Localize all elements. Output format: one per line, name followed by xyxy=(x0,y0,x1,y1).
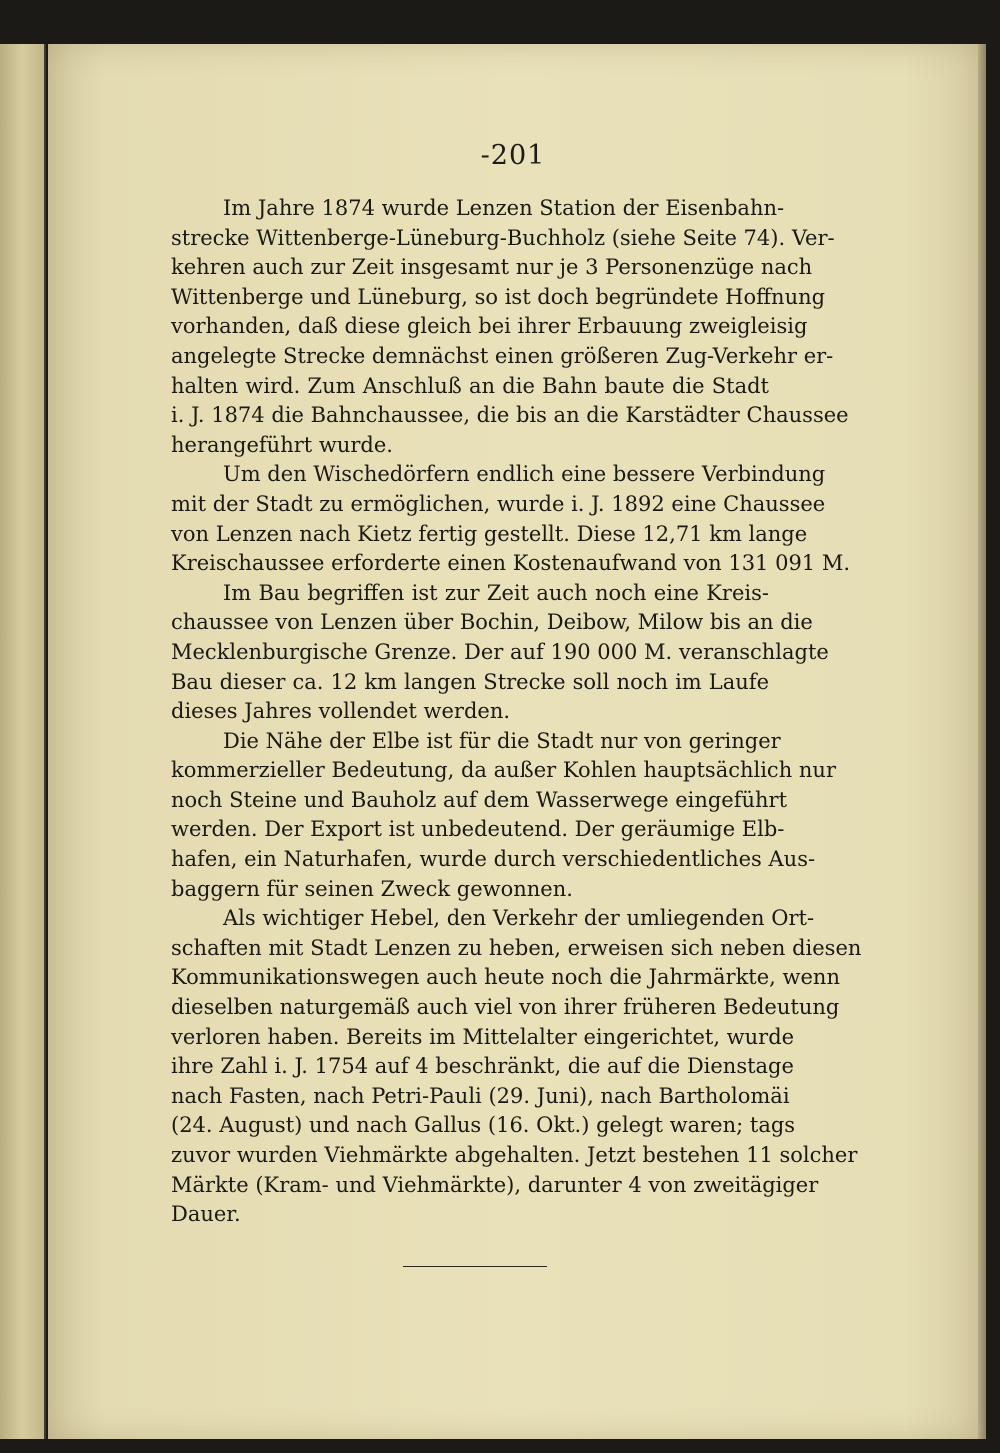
text-line: Kommunikationswegen auch heute noch die Jahrmärkte, wenn xyxy=(171,965,840,990)
page-stack-edge xyxy=(978,44,986,1439)
text-line: Die Nähe der Elbe ist für die Stadt nur von geringer xyxy=(223,728,781,753)
text-line: schaften mit Stadt Lenzen zu heben, erweisen sich neben diesen xyxy=(171,935,862,960)
book-page xyxy=(48,44,978,1439)
text-line: Im Jahre 1874 wurde Lenzen Station der Eisenbahn- xyxy=(223,196,785,220)
facing-page-edge xyxy=(0,44,46,1439)
text-line: mit der Stadt zu ermöglichen, wurde i. J. 1892 eine Chaussee xyxy=(171,491,826,516)
text-line: (24. August) und nach Gallus (16. Okt.) gelegt waren; tags xyxy=(171,1113,796,1138)
text-line: Im Bau begriffen ist zur Zeit auch noch eine Kreis- xyxy=(223,580,769,605)
text-line: kommerzieller Bedeutung, da außer Kohlen hauptsächlich nur xyxy=(171,758,836,783)
text-line: Kreischaussee erforderte einen Kostenaufwand von 131 091 M. xyxy=(171,551,851,576)
text-line: Mecklenburgische Grenze. Der auf 190 000 M. veranschlagte xyxy=(171,639,829,664)
text-line: vorhanden, daß diese gleich bei ihrer Erbauung zweigleisig xyxy=(171,314,808,339)
text-line: Wittenberge und Lüneburg, so ist doch begründete Hoffnung xyxy=(171,284,826,309)
text-line: Dauer. xyxy=(171,1202,241,1227)
text-line: verloren haben. Bereits im Mittelalter eingerichtet, wurde xyxy=(171,1024,795,1049)
text-line: i. J. 1874 die Bahnchaussee, die bis an die Karstädter Chaussee xyxy=(171,403,849,428)
text-line: noch Steine und Bauholz auf dem Wasserwege eingeführt xyxy=(171,787,788,812)
text-line: hafen, ein Naturhafen, wurde durch verschiedentliches Aus- xyxy=(171,847,816,872)
text-line: von Lenzen nach Kietz fertig gestellt. Diese 12,71 km lange xyxy=(171,521,808,546)
text-line: nach Fasten, nach Petri-Pauli (29. Juni), nach Bartholomäi xyxy=(171,1083,790,1108)
text-line: strecke Wittenberge-Lüneburg-Buchholz (siehe Seite 74). Ver- xyxy=(171,225,835,250)
page-number: -201 xyxy=(480,140,546,171)
text-line: herangeführt wurde. xyxy=(171,432,393,457)
text-line: baggern für seinen Zweck gewonnen. xyxy=(171,876,573,901)
text-line: Als wichtiger Hebel, den Verkehr der umliegenden Ort- xyxy=(223,906,815,931)
text-line: angelegte Strecke demnächst einen größeren Zug-Verkehr er- xyxy=(171,343,834,368)
text-line: ihre Zahl i. J. 1754 auf 4 beschränkt, die auf die Dienstage xyxy=(171,1054,794,1079)
text-line: Bau dieser ca. 12 km langen Strecke soll noch im Laufe xyxy=(171,669,769,694)
text-line: kehren auch zur Zeit insgesamt nur je 3 Personenzüge nach xyxy=(171,255,813,280)
text-line: chaussee von Lenzen über Bochin, Deibow, Milow bis an die xyxy=(171,610,813,635)
text-line: dieses Jahres vollendet werden. xyxy=(171,699,511,724)
text-line: zuvor wurden Viehmärkte abgehalten. Jetzt bestehen 11 solcher xyxy=(171,1143,858,1167)
text-line: Märkte (Kram- und Viehmärkte), darunter 4 von zweitägiger xyxy=(171,1172,819,1197)
text-line: werden. Der Export ist unbedeutend. Der geräumige Elb- xyxy=(171,817,785,842)
closing-rule xyxy=(403,1266,547,1267)
text-line: Um den Wischedörfern endlich eine bessere Verbindung xyxy=(223,462,826,487)
text-line: halten wird. Zum Anschluß an die Bahn baute die Stadt xyxy=(171,373,769,398)
text-line: dieselben naturgemäß auch viel von ihrer früheren Bedeutung xyxy=(171,995,840,1020)
body-text xyxy=(171,194,862,1230)
